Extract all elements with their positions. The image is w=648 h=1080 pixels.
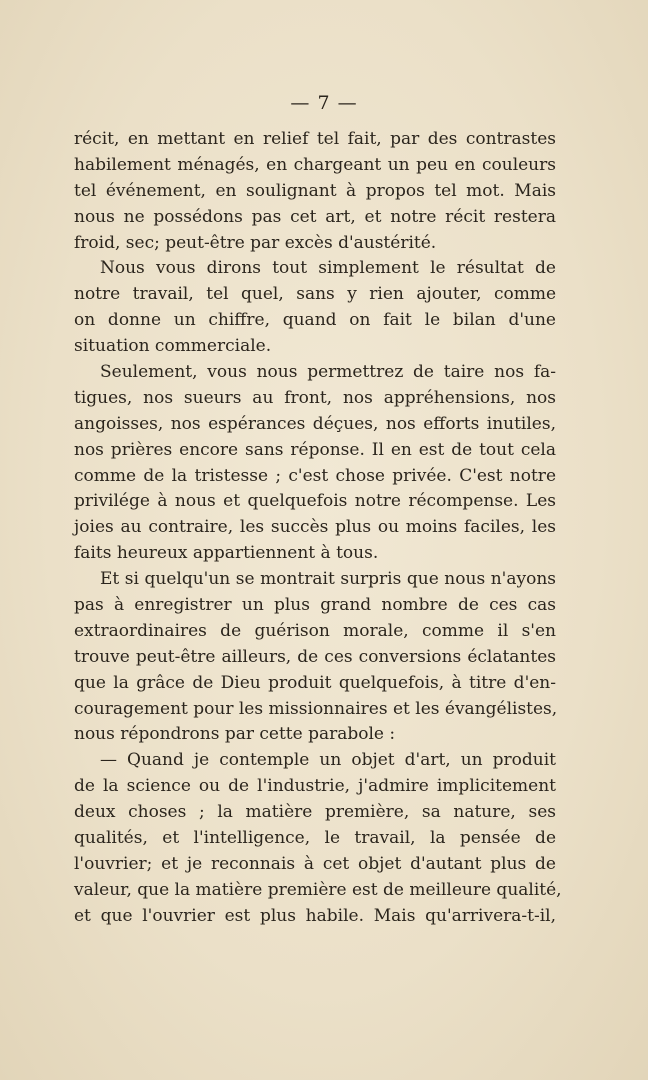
- text-line: notre travail, tel quel, sans y rien ajouter, comme: [74, 284, 556, 305]
- text-line: on donne un chiffre, quand on fait le bilan d'une: [74, 310, 556, 331]
- text-line: froid, sec; peut-être par excès d'austérité.: [74, 232, 437, 253]
- text-line: tel événement, en soulignant à propos tel mot. Mais: [74, 180, 556, 201]
- text-line: Nous vous dirons tout simplement le résultat de: [100, 258, 556, 279]
- text-line: privilége à nous et quelquefois notre récompense. Les: [74, 491, 556, 512]
- text-line: qualités, et l'intelligence, le travail, la pensée de: [74, 828, 556, 849]
- text-line: deux choses ; la matière première, sa nature, ses: [74, 802, 556, 823]
- text-line: et que l'ouvrier est plus habile. Mais qu'arrivera-t-il,: [74, 905, 556, 926]
- body-text: [74, 127, 562, 930]
- text-line: tigues, nos sueurs au front, nos appréhensions, nos: [74, 387, 556, 408]
- text-line: extraordinaires de guérison morale, comme il s'en: [74, 620, 556, 641]
- text-line: Seulement, vous nous permettrez de taire nos fa-: [100, 362, 556, 383]
- text-line: comme de la tristesse ; c'est chose privée. C'est notre: [74, 465, 556, 486]
- text-line: faits heureux appartiennent à tous.: [74, 543, 379, 564]
- text-line: Et si quelqu'un se montrait surpris que nous n'ayons: [100, 569, 556, 590]
- text-line: récit, en mettant en relief tel fait, par des contrastes: [74, 129, 556, 149]
- text-line: que la grâce de Dieu produit quelquefois, à titre d'en-: [74, 672, 556, 693]
- text-line: l'ouvrier; et je reconnais à cet objet d'autant plus de: [74, 853, 556, 874]
- text-line: situation commerciale.: [74, 336, 272, 357]
- text-line: valeur, que la matière première est de meilleure qualité,: [74, 879, 562, 900]
- text-line: trouve peut-être ailleurs, de ces conversions éclatantes: [74, 646, 556, 667]
- text-line: couragement pour les missionnaires et les évangélistes,: [74, 698, 558, 719]
- page-number: — 7 —: [290, 92, 358, 114]
- text-line: nous ne possédons pas cet art, et notre récit restera: [74, 206, 556, 227]
- text-line: — Quand je contemple un objet d'art, un produit: [100, 750, 556, 771]
- text-line: nous répondrons par cette parabole :: [74, 724, 396, 745]
- text-line: habilement ménagés, en chargeant un peu en couleurs: [74, 154, 556, 175]
- text-line: joies au contraire, les succès plus ou moins faciles, les: [74, 517, 556, 538]
- text-line: de la science ou de l'industrie, j'admire implicitement: [74, 776, 556, 797]
- text-line: angoisses, nos espérances déçues, nos efforts inutiles,: [74, 413, 556, 434]
- text-line: nos prières encore sans réponse. Il en est de tout cela: [74, 439, 556, 460]
- text-line: pas à enregistrer un plus grand nombre de ces cas: [74, 595, 556, 616]
